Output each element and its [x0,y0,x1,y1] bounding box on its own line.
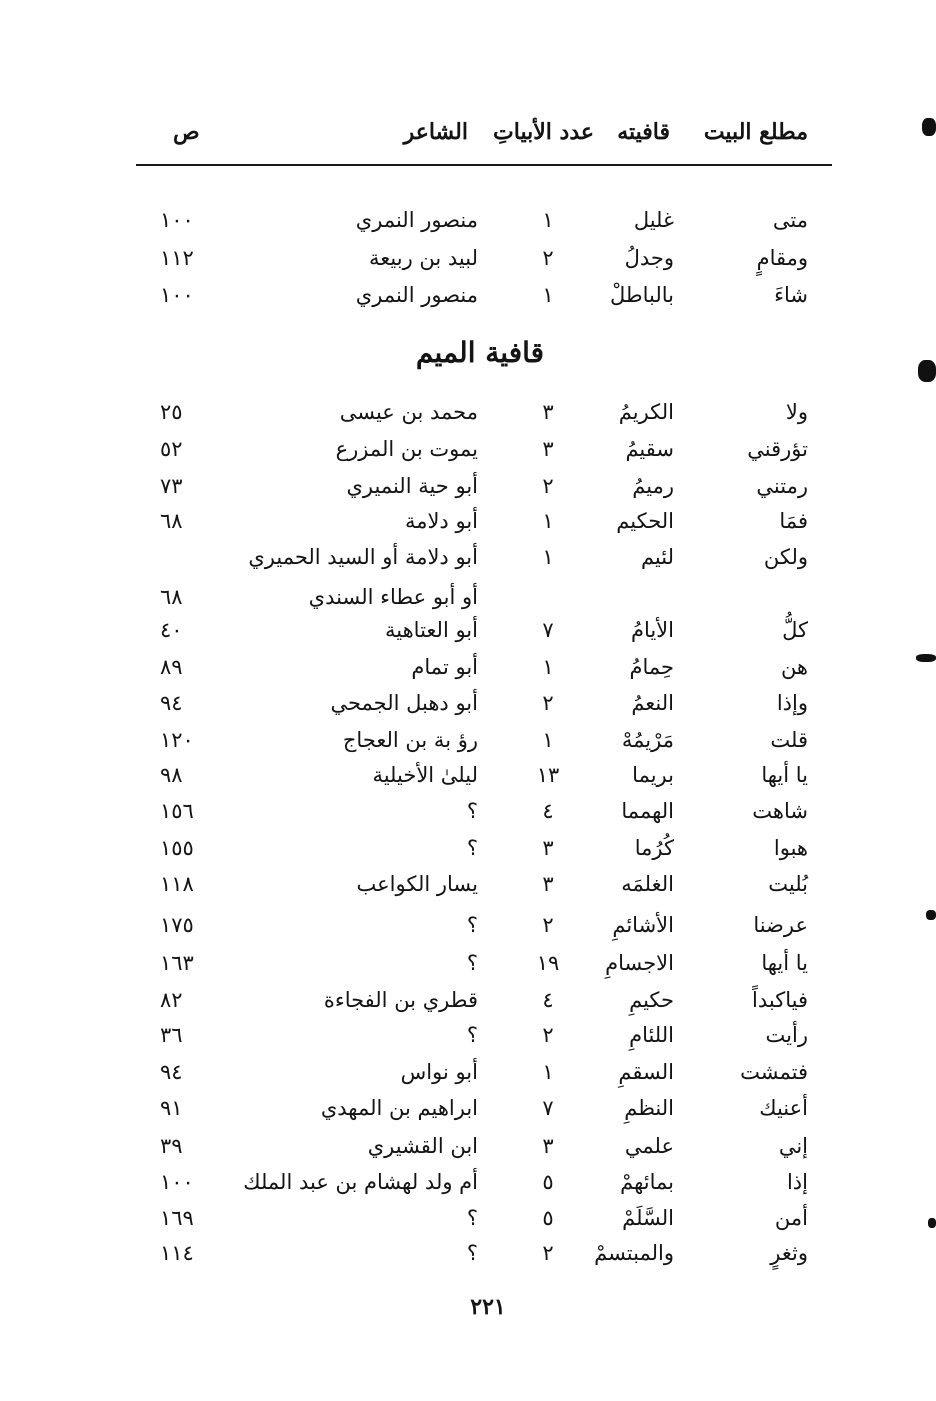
cell-opening: تؤرقني [747,437,808,461]
cell-poet: أبو دلامة أو السيد الحميري [248,545,478,569]
cell-opening: إذا [786,1170,808,1194]
cell-count: ١٩ [536,951,560,975]
cell-opening: كلُّ [782,618,808,642]
cell-poet: منصور النمري [355,283,478,307]
cell-count: ٢ [542,246,554,270]
cell-page: ٣٩ [160,1134,183,1158]
cell-rhyme: الهمما [621,799,674,823]
cell-rhyme: حِمامُ [629,655,674,679]
cell-rhyme: النظمِ [624,1096,674,1120]
cell-page: ١٥٦ [160,799,194,823]
cell-count: ٧ [542,1096,554,1120]
cell-count: ٣ [542,836,554,860]
scan-blot [926,910,936,920]
cell-page: ١٠٠ [160,283,194,307]
header-rule [136,164,832,166]
cell-count: ١ [542,655,554,679]
cell-poet: يموت بن المزرع [335,437,478,461]
cell-opening: عرضنا [753,913,808,937]
cell-rhyme: الأيامُ [630,618,674,642]
header-opening: مطلع البيت [703,119,808,145]
cell-rhyme: وجدلُ [624,246,674,270]
cell-page: ١٠٠ [160,208,194,232]
cell-count: ٢ [542,913,554,937]
cell-rhyme: الحكيم [616,509,674,533]
cell-poet: أو أبو عطاء السندي [308,585,478,609]
cell-page: ١١٨ [160,872,194,896]
cell-poet: رؤ بة بن العجاج [342,728,478,752]
cell-poet: أبو نواس [400,1060,478,1084]
cell-rhyme: السَّلَمْ [622,1206,674,1230]
header-page: ص [173,119,200,145]
cell-page: ٩٨ [160,763,183,787]
cell-opening: يا أيها [761,951,808,975]
cell-count: ١ [542,283,554,307]
cell-rhyme: السقمِ [618,1060,674,1084]
cell-opening: ولا [785,400,808,424]
cell-page: ١١٢ [160,246,194,270]
cell-poet: أبو حية النميري [346,474,478,498]
cell-opening: شاءَ [774,283,808,307]
header-rhyme: قافيته [617,119,670,145]
cell-page: ٨٢ [160,988,183,1012]
cell-opening: أمن [774,1206,808,1230]
cell-count: ٢ [542,474,554,498]
cell-page: ١١٤ [160,1241,194,1265]
cell-rhyme: اللئامِ [629,1023,674,1047]
header-count: عدد الأبياتِ [493,119,594,145]
cell-opening: قلت [770,728,808,752]
cell-count: ١ [542,208,554,232]
cell-count: ٢ [542,1023,554,1047]
cell-rhyme: بالباطلْ [610,283,674,307]
cell-page: ١٦٣ [160,951,194,975]
cell-rhyme: غليل [633,208,674,232]
cell-page: ٩١ [160,1096,183,1120]
scan-blot [922,118,936,136]
cell-opening: بُليت [768,872,808,896]
cell-rhyme: الاجسامِ [605,951,674,975]
cell-rhyme: الغلمَه [621,872,674,896]
cell-count: ١ [542,545,554,569]
cell-count: ١ [542,728,554,752]
scan-blot [918,360,936,382]
cell-poet: منصور النمري [355,208,478,232]
cell-count: ٥ [542,1170,554,1194]
cell-page: ٣٦ [160,1023,183,1047]
scan-blot [916,654,936,662]
section-title: قافية الميم [415,336,544,369]
scan-blot [928,1218,936,1228]
cell-page: ١٠٠ [160,1170,194,1194]
cell-page: ٨٩ [160,655,183,679]
cell-rhyme: بريما [632,763,674,787]
cell-opening: وإذا [776,691,808,715]
cell-page: ٥٢ [160,437,183,461]
cell-rhyme: الكريمُ [618,400,674,424]
cell-poet: لبيد بن ربيعة [369,246,478,270]
cell-opening: أعنيك [759,1096,808,1120]
cell-rhyme: مَرْيمُهْ [621,728,674,752]
cell-opening: ولكن [763,545,808,569]
cell-page: ٢٥ [160,400,183,424]
cell-opening: متى [772,208,808,232]
cell-opening: فتمشت [740,1060,808,1084]
cell-count: ٢ [542,1241,554,1265]
cell-poet: ابراهيم بن المهدي [320,1096,478,1120]
cell-page: ٦٨ [160,585,183,609]
cell-poet: ؟ [466,1241,478,1265]
cell-poet: ؟ [466,836,478,860]
cell-opening: رمتني [756,474,808,498]
cell-count: ٥ [542,1206,554,1230]
cell-rhyme: حكيمِ [629,988,674,1012]
cell-rhyme: علمي [624,1134,674,1158]
cell-rhyme: الأشائمِ [612,913,674,937]
cell-count: ٢ [542,691,554,715]
cell-poet: ؟ [466,799,478,823]
cell-poet: ؟ [466,951,478,975]
cell-poet: أبو العتاهية [385,618,478,642]
cell-page: ١٧٥ [160,913,194,937]
cell-page: ٩٤ [160,691,183,715]
cell-count: ٤ [542,988,554,1012]
cell-opening: فياكبداً [752,988,808,1012]
cell-rhyme: رميمُ [632,474,674,498]
cell-poet: قطري بن الفجاءة [323,988,478,1012]
cell-count: ١ [542,1060,554,1084]
cell-poet: أم ولد لهشام بن عبد الملك [243,1170,478,1194]
cell-count: ١٣ [536,763,560,787]
cell-opening: رأيت [765,1023,808,1047]
cell-opening: وثغرٍ [770,1241,808,1265]
cell-poet: ليلىٰ الأخيلية [372,763,478,787]
cell-rhyme: لئيم [640,545,674,569]
cell-count: ٧ [542,618,554,642]
cell-rhyme: كُرُما [634,836,674,860]
header-poet: الشاعر [403,119,468,145]
cell-opening: شاهت [752,799,808,823]
cell-rhyme: والمبتسمْ [594,1241,674,1265]
cell-page: ٤٠ [160,618,183,642]
cell-opening: هن [780,655,808,679]
cell-count: ٤ [542,799,554,823]
cell-page: ٧٣ [160,474,183,498]
cell-rhyme: بمائهمْ [620,1170,674,1194]
cell-rhyme: النعمُ [631,691,674,715]
cell-opening: إني [778,1134,808,1158]
page-number: ٢٢١ [470,1294,506,1320]
cell-poet: ابن القشيري [367,1134,478,1158]
cell-page: ١٢٠ [160,728,194,752]
cell-page: ٦٨ [160,509,183,533]
cell-poet: أبو تمام [411,655,478,679]
cell-opening: يا أيها [761,763,808,787]
cell-opening: هبوا [773,836,808,860]
cell-rhyme: سقيمُ [625,437,674,461]
cell-poet: يسار الكواعب [356,872,478,896]
cell-count: ٣ [542,1134,554,1158]
cell-page: ١٦٩ [160,1206,194,1230]
cell-poet: ؟ [466,1206,478,1230]
cell-count: ١ [542,509,554,533]
cell-count: ٣ [542,872,554,896]
cell-poet: ؟ [466,1023,478,1047]
cell-poet: أبو دلامة [404,509,478,533]
cell-count: ٣ [542,400,554,424]
cell-page: ٩٤ [160,1060,183,1084]
cell-page: ١٥٥ [160,836,194,860]
cell-poet: ؟ [466,913,478,937]
cell-poet: أبو دهبل الجمحي [330,691,478,715]
cell-poet: محمد بن عيسى [339,400,478,424]
cell-opening: ومقامٍ [756,246,808,270]
cell-opening: فمَا [779,509,808,533]
cell-count: ٣ [542,437,554,461]
